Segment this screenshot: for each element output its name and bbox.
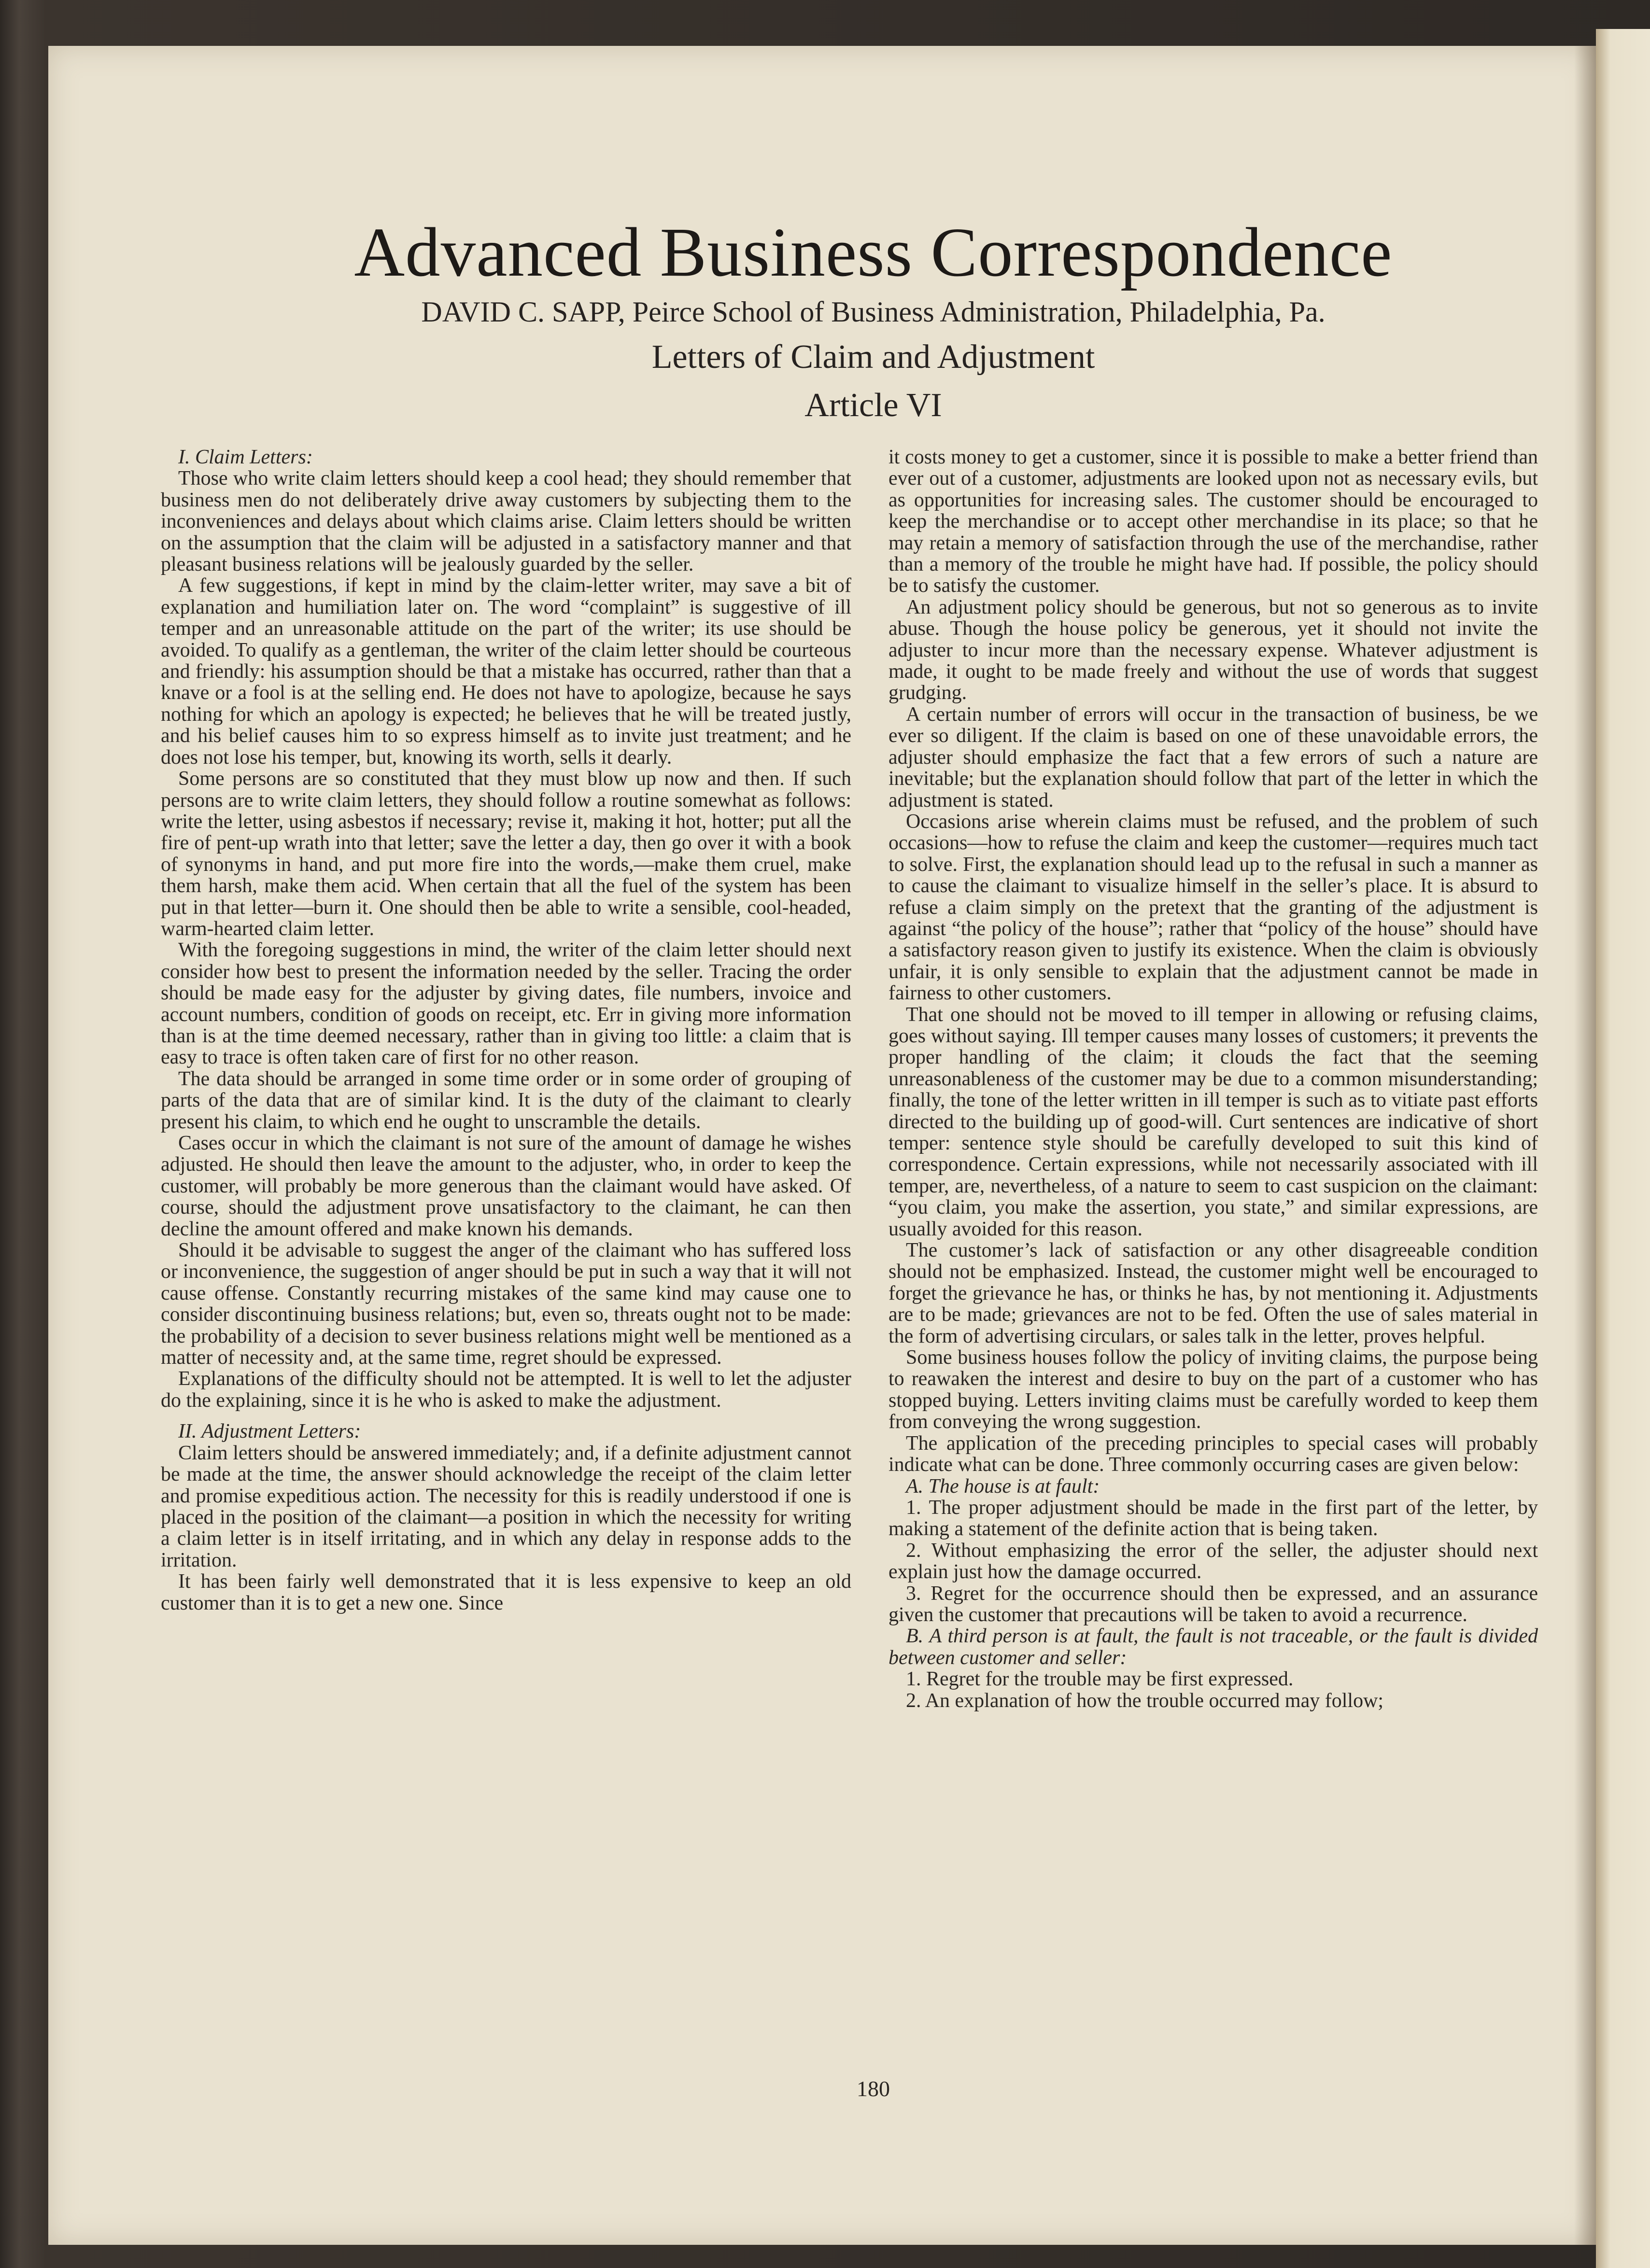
list-item: 2. Without emphasizing the error of the seller, the adjuster should next explain just how the damage occurred. [888, 1539, 1538, 1583]
list-item: 2. An explanation of how the trouble occurred may follow; [906, 1689, 1384, 1712]
paragraph: Some persons are so constituted that they must blow up now and then. If such persons are to write claim letters, they should follow a routine somewhat as follows: write the letter, using asbestos if necessary; revise it, making it hot, hotter; put all the fire of pent-up wrath into that letter; save the letter a day, then go over it with a book of synonyms in hand, and put more fire into the words,—make them cruel, make them harsh, make them acid. When certain that all the fuel of the system has been put in that letter—burn it. One should then be able to write a sensible, cool-headed, warm-hearted claim letter. [161, 768, 851, 940]
paragraph: it costs money to get a customer, since it is possible to make a better friend than ever out of a customer, adjustments are looked upon not as necessary evils, but as opportunities for increasing sales. The customer should be encouraged to keep the merchandise or to accept other merchandise in its place; so that he may retain a memory of satisfaction through the use of the merchandise, rather than a memory of the trouble he might have had. If possible, the policy should be to satisfy the customer. [888, 446, 1538, 597]
paragraph: The customer’s lack of satisfaction or any other disagreeable condition should not be emphasized. Instead, the customer might well be encouraged to forget the grievance he has, or thinks he has, by not mentioning it. Adjustments are to be made; grievances are not to be fed. Often the use of sales material in the form of advertising circulars, or sales talk in the letter, proves helpful. [888, 1239, 1538, 1347]
left-column [161, 447, 851, 1614]
paragraph: A certain number of errors will occur in the transaction of business, be we ever so diligent. If the claim is based on one of these unavoidable errors, the adjuster should emphasize the fact that a few errors of such a nature are inevitable; but the explanation should follow that part of the letter in which the adjustment is stated. [888, 703, 1538, 812]
paragraph: It has been fairly well demonstrated that it is less expensive to keep an old customer than it is to get a new one. Since [161, 1570, 851, 1614]
list-item: 1. Regret for the trouble may be first expressed. [906, 1668, 1294, 1691]
paragraph: Occasions arise wherein claims must be refused, and the problem of such occasions—how to refuse the claim and keep the customer—requires much tact to solve. First, the explanation should lead up to the refusal in such a manner as to cause the claimant to visualize himself in the seller’s place. It is absurd to refuse a claim simply on the pretext that the granting of the adjustment is against “the policy of the house”; rather that “policy of the house” should have a satisfactory reason given to justify its existence. When the claim is obviously unfair, it is only sensible to explain that the adjustment cannot be made in fairness to other customers. [888, 810, 1538, 1005]
article-title: Advanced Business Correspondence [354, 214, 1393, 291]
paragraph: Cases occur in which the claimant is not sure of the amount of damage he wishes adjusted. He should then leave the amount to the adjuster, who, in order to keep the customer, will probably be more generous than the claimant would have asked. Of course, should the adjustment prove unsatisfactory to the claimant, he can then decline the amount offered and make known his demands. [161, 1132, 851, 1240]
paragraph: Claim letters should be answered immediately; and, if a definite adjustment cannot be made at the time, the answer should acknowledge the receipt of the claim letter and promise expeditious action. The necessity for this is readily understood if one is placed in the position of the claimant—a position in which the necessity for writing a claim letter is in itself irritating, and in which any delay in response adds to the irritation. [161, 1442, 851, 1571]
article-subtitle: Letters of Claim and Adjustment [651, 338, 1095, 376]
paragraph: An adjustment policy should be generous, but not so generous as to invite abuse. Though the house policy be generous, yet it should not invite the adjuster to incur more than the necessary expense. Whatever adjustment is made, it ought to be made freely and without the use of words that suggest grudging. [888, 596, 1538, 704]
paragraph: The application of the preceding principles to special cases will probably indicate what can be done. Three commonly occurring cases are given below: [888, 1432, 1538, 1476]
paragraph: With the foregoing suggestions in mind, the writer of the claim letter should next consider how best to present the information needed by the seller. Tracing the order should be made easy for the adjuster by giving dates, file numbers, invoice and account numbers, condition of goods on receipt, etc. Err in giving more information than is at the time deemed necessary, rather than in giving too little: a claim that is easy to trace is often taken care of first for no other reason. [161, 939, 851, 1069]
section-heading-claim-letters: I. Claim Letters: [178, 446, 313, 468]
paragraph: That one should not be moved to ill temper in allowing or refusing claims, goes without saying. Ill temper causes many losses of customers; it prevents the proper handling of the claim; it clouds the fact that the seeming unreasonableness of the customer may be due to a common misunderstanding; finally, the tone of the letter written in ill temper is such as to vitiate past efforts directed to the building up of good-will. Curt sentences are indicative of short temper: sentence style should be carefully developed to suit this kind of correspondence. Certain expressions, while not necessarily associated with ill temper, are, nevertheless, of a nature to seem to cast suspicion on the claimant: “you claim, you make the assertion, you state,” and similar expressions, are usually avoided for this reason. [888, 1003, 1538, 1240]
list-item: 3. Regret for the occurrence should then be expressed, and an assurance given the customer that precautions will be taken to avoid a recurrence. [888, 1582, 1538, 1626]
paragraph: Should it be advisable to suggest the anger of the claimant who has suffered loss or inconvenience, the suggestion of anger should be put in such a way that it will not cause offense. Constantly recurring mistakes of the same kind may cause one to consider discontinuing business relations; but, even so, threats ought not to be made: the probability of a decision to sever business relations might well be mentioned as a matter of necessity and, at the same time, regret should be expressed. [161, 1239, 851, 1369]
list-item: 1. The proper adjustment should be made in the first part of the letter, by making a statement of the definite action that is being taken. [888, 1496, 1538, 1540]
paragraph: A few suggestions, if kept in mind by the claim-letter writer, may save a bit of explanation and humiliation later on. The word “complaint” is suggestive of ill temper and an unreasonable attitude on the part of the writer; its use should be avoided. To qualify as a gentleman, the writer of the claim letter should be courteous and friendly: his assumption should be that a mistake has occurred, rather than that a knave or a fool is at the selling end. He does not have to apologize, because he says nothing for which an apology is expected; he believes that he will be treated justly, and his belief causes him to so express himself as to invite just treatment; and he does not lose his temper, but, knowing its worth, sells it dearly. [161, 574, 851, 769]
paragraph: Explanations of the difficulty should not be attempted. It is well to let the adjuster do the explaining, since it is he who is asked to make the adjustment. [161, 1368, 851, 1412]
page-number: 180 [857, 2076, 890, 2101]
author-byline: DAVID C. SAPP, Peirce School of Business Administration, Philadelphia, Pa. [421, 296, 1326, 328]
section-heading-adjustment-letters: II. Adjustment Letters: [178, 1420, 361, 1443]
case-heading-third-person-at-fault: B. A third person is at fault, the fault is not traceable, or the fault is divided between customer and seller: [888, 1625, 1538, 1669]
paragraph: The data should be arranged in some time order or in some order of grouping of parts of the data that are of similar kind. It is the duty of the claimant to clearly present his claim, to which end he ought to unscramble the details. [161, 1067, 851, 1133]
paragraph: Some business houses follow the policy of inviting claims, the purpose being to reawaken the interest and desire to buy on the part of a customer who has stopped buying. Letters inviting claims must be carefully worded to keep them from conveying the wrong suggestion. [888, 1346, 1538, 1433]
case-heading-house-at-fault: A. The house is at fault: [906, 1475, 1100, 1498]
paragraph: Those who write claim letters should keep a cool head; they should remember that business men do not deliberately drive away customers by subjecting them to the inconveniences and delays about which claims arise. Claim letters should be written on the assumption that the claim will be adjusted in a satisfactory manner and that pleasant business relations will be jealously guarded by the seller. [161, 467, 851, 576]
right-column [888, 447, 1538, 1711]
article-number: Article VI [804, 387, 942, 424]
